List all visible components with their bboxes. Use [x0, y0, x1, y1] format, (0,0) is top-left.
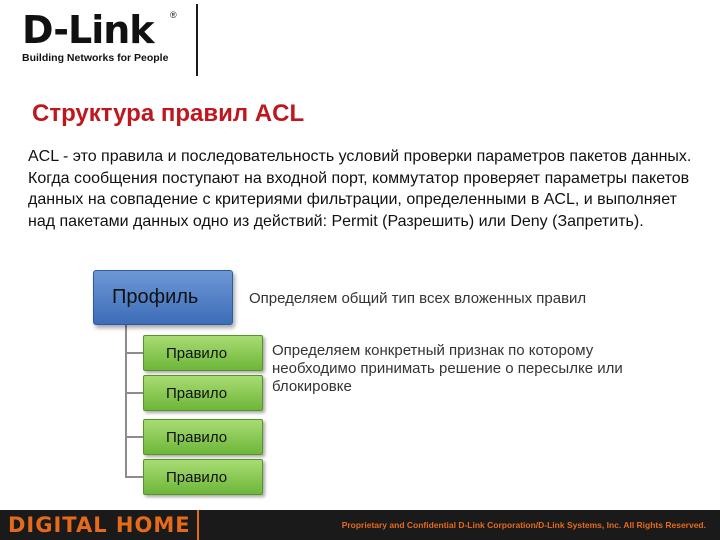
slide-title: Структура правил ACL	[32, 100, 305, 127]
rule-box	[143, 375, 263, 411]
connector-vertical	[125, 325, 127, 477]
logo-tagline: Building Networks for People	[22, 52, 169, 64]
rule-label: Правило	[166, 384, 228, 402]
connector-branch	[125, 392, 143, 394]
connector-branch	[125, 476, 143, 478]
profile-label: Профиль	[112, 286, 199, 308]
header	[0, 0, 720, 80]
rule-label: Правило	[166, 468, 228, 486]
rule-box	[143, 419, 263, 455]
rule-label: Правило	[166, 428, 228, 446]
header-divider	[196, 4, 198, 76]
rule-box	[143, 335, 263, 371]
connector-branch	[125, 352, 143, 354]
digital-home-logo: DIGITAL HOME	[8, 513, 191, 537]
logo-wordmark: D-Link	[22, 8, 154, 52]
dlink-logo	[18, 6, 180, 68]
rule-label: Правило	[166, 344, 228, 362]
connector-branch	[125, 436, 143, 438]
slide-paragraph: ACL - это правила и последовательность условий проверки параметров пакетов данных. Когда сообщения поступают на входной порт, коммутатор проверяет параметры пакетов данных на совпадение с критериями фильтрации, определенными в ACL, и выполняет над пакетами данных одно из действий: Permit (Разрешить) или Deny (Запретить).	[28, 148, 692, 230]
profile-description: Определяем общий тип всех вложенных правил	[249, 290, 587, 307]
footer-divider	[197, 510, 199, 540]
registered-mark: ®	[170, 10, 177, 20]
footer-copyright: Proprietary and Confidential D-Link Corporation/D-Link Systems, Inc. All Rights Reserved.	[341, 520, 706, 530]
footer	[0, 510, 720, 540]
rule-box	[143, 459, 263, 495]
rule-description: Определяем конкретный признак по которому необходимо принимать решение о пересылке или блокировке	[272, 342, 623, 395]
profile-box	[93, 270, 233, 325]
